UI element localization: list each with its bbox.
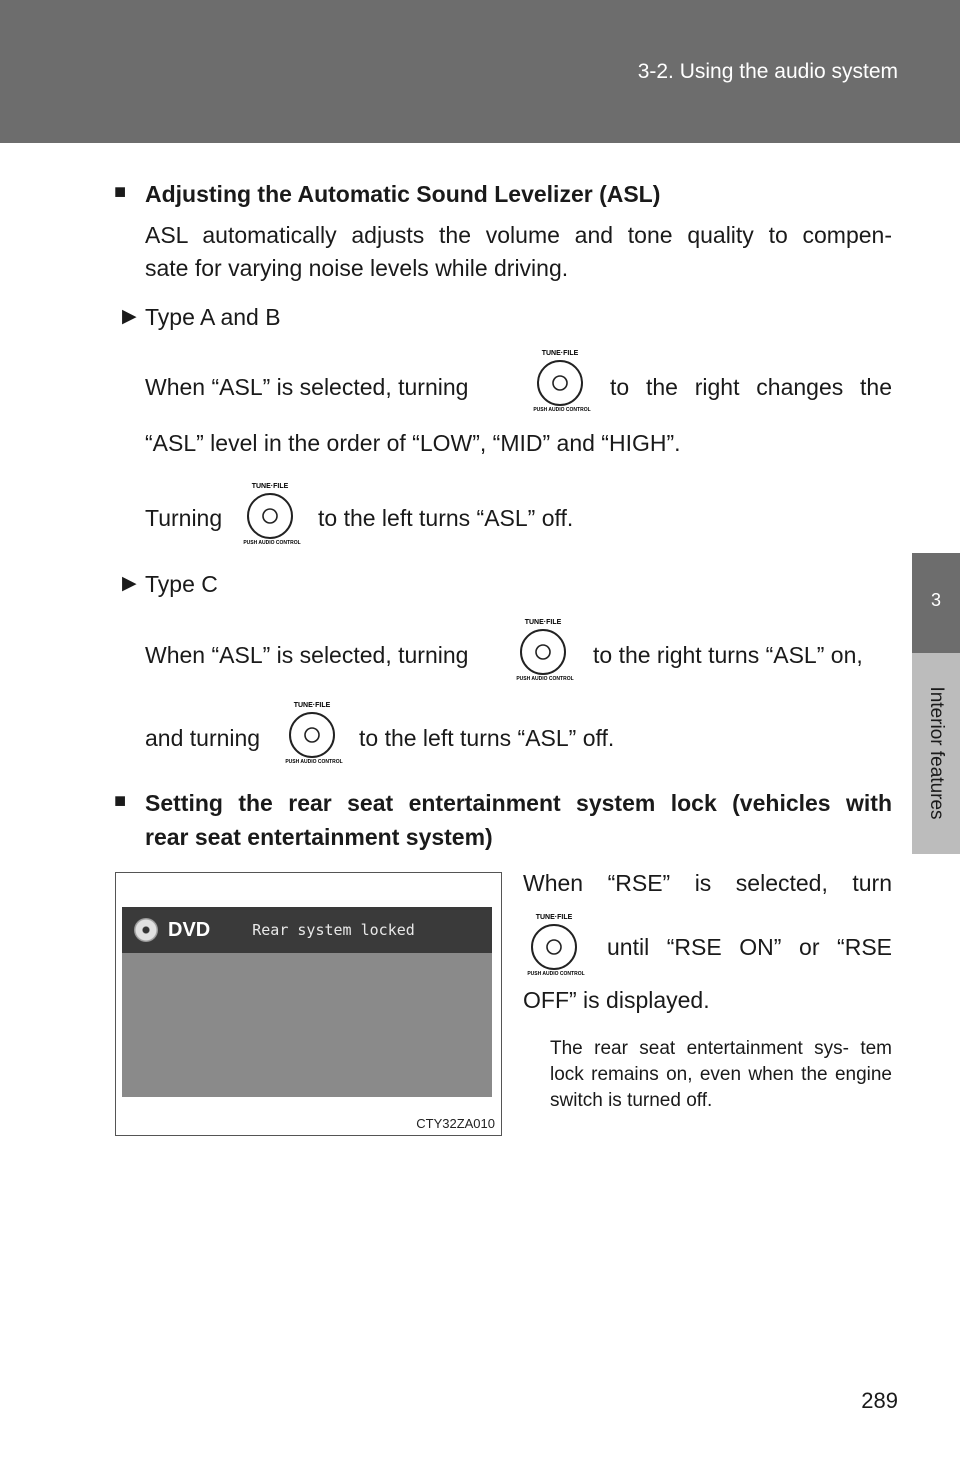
square-bullet-icon: ■ [114, 790, 127, 812]
arrow-bullet-icon: ▶ [122, 306, 137, 327]
screen-message: Rear system locked [252, 921, 415, 939]
type-c-line1-part2: to the right turns “ASL” on, [593, 642, 863, 668]
type-ab-label: Type A and B [145, 304, 281, 330]
chapter-number: 3 [930, 590, 941, 610]
page-header [0, 0, 960, 143]
knob-top-label: TUNE·FILE [293, 702, 331, 709]
figure-code: CTY32ZA010 [416, 1116, 495, 1131]
type-ab-line2: “ASL” level in the order of “LOW”, “MID” and “HIGH”. [145, 430, 681, 456]
knob-bottom-label: PUSH AUDIO CONTROL [533, 407, 591, 413]
type-ab-line1-part1: When “ASL” is selected, turning [145, 374, 469, 400]
rse-heading-line2: rear seat entertainment system) [145, 824, 493, 850]
rse-body-line1: When “RSE” is selected, turn [523, 870, 892, 896]
arrow-bullet-icon: ▶ [122, 573, 137, 594]
asl-heading: Adjusting the Automatic Sound Levelizer (ASL) [145, 181, 661, 207]
chapter-label: Interior features [926, 686, 947, 820]
tune-file-knob-icon [280, 699, 344, 765]
type-c-line1-part1: When “ASL” is selected, turning [145, 642, 469, 668]
knob-top-label: TUNE·FILE [251, 483, 289, 490]
knob-top-label: TUNE·FILE [524, 619, 562, 626]
tune-file-knob-icon [511, 616, 575, 682]
knob-bottom-label: PUSH AUDIO CONTROL [527, 971, 585, 977]
tune-file-knob-icon [528, 347, 592, 413]
asl-intro-line1: ASL automatically adjusts the volume and tone quality to compen- [145, 222, 892, 248]
type-c-line2-part1: and turning [145, 725, 261, 751]
type-ab-line1-part2: to the right changes the [610, 374, 892, 400]
screen-title-bar [122, 907, 492, 953]
rse-screen-figure [115, 872, 502, 1136]
square-bullet-icon: ■ [114, 181, 127, 203]
knob-top-label: TUNE·FILE [541, 350, 579, 357]
tune-file-knob-icon [238, 480, 302, 546]
knob-top-label: TUNE·FILE [535, 914, 573, 921]
screen-title: DVD [168, 918, 211, 941]
rse-body-line3: OFF” is displayed. [523, 987, 710, 1013]
knob-bottom-label: PUSH AUDIO CONTROL [285, 759, 343, 765]
type-ab-line3-part2: to the left turns “ASL” off. [318, 505, 574, 531]
section-title: 3-2. Using the audio system [637, 60, 898, 83]
knob-bottom-label: PUSH AUDIO CONTROL [243, 540, 301, 546]
knob-bottom-label: PUSH AUDIO CONTROL [516, 676, 574, 682]
asl-intro-line2: sate for varying noise levels while driving. [145, 255, 569, 281]
rse-body-line2: until “RSE ON” or “RSE [607, 934, 892, 960]
tune-file-knob-icon [522, 911, 586, 977]
type-c-label: Type C [145, 571, 218, 597]
disc-icon [134, 918, 158, 942]
rse-note: The rear seat entertainment sys- tem lock remains on, even when the engine switch is turned off. [550, 1038, 892, 1111]
page-number: 289 [861, 1388, 898, 1413]
rse-heading-line1: Setting the rear seat entertainment system lock (vehicles with [145, 790, 892, 816]
type-ab-line3-part1: Turning [145, 505, 223, 531]
type-c-line2-part2: to the left turns “ASL” off. [359, 725, 615, 751]
